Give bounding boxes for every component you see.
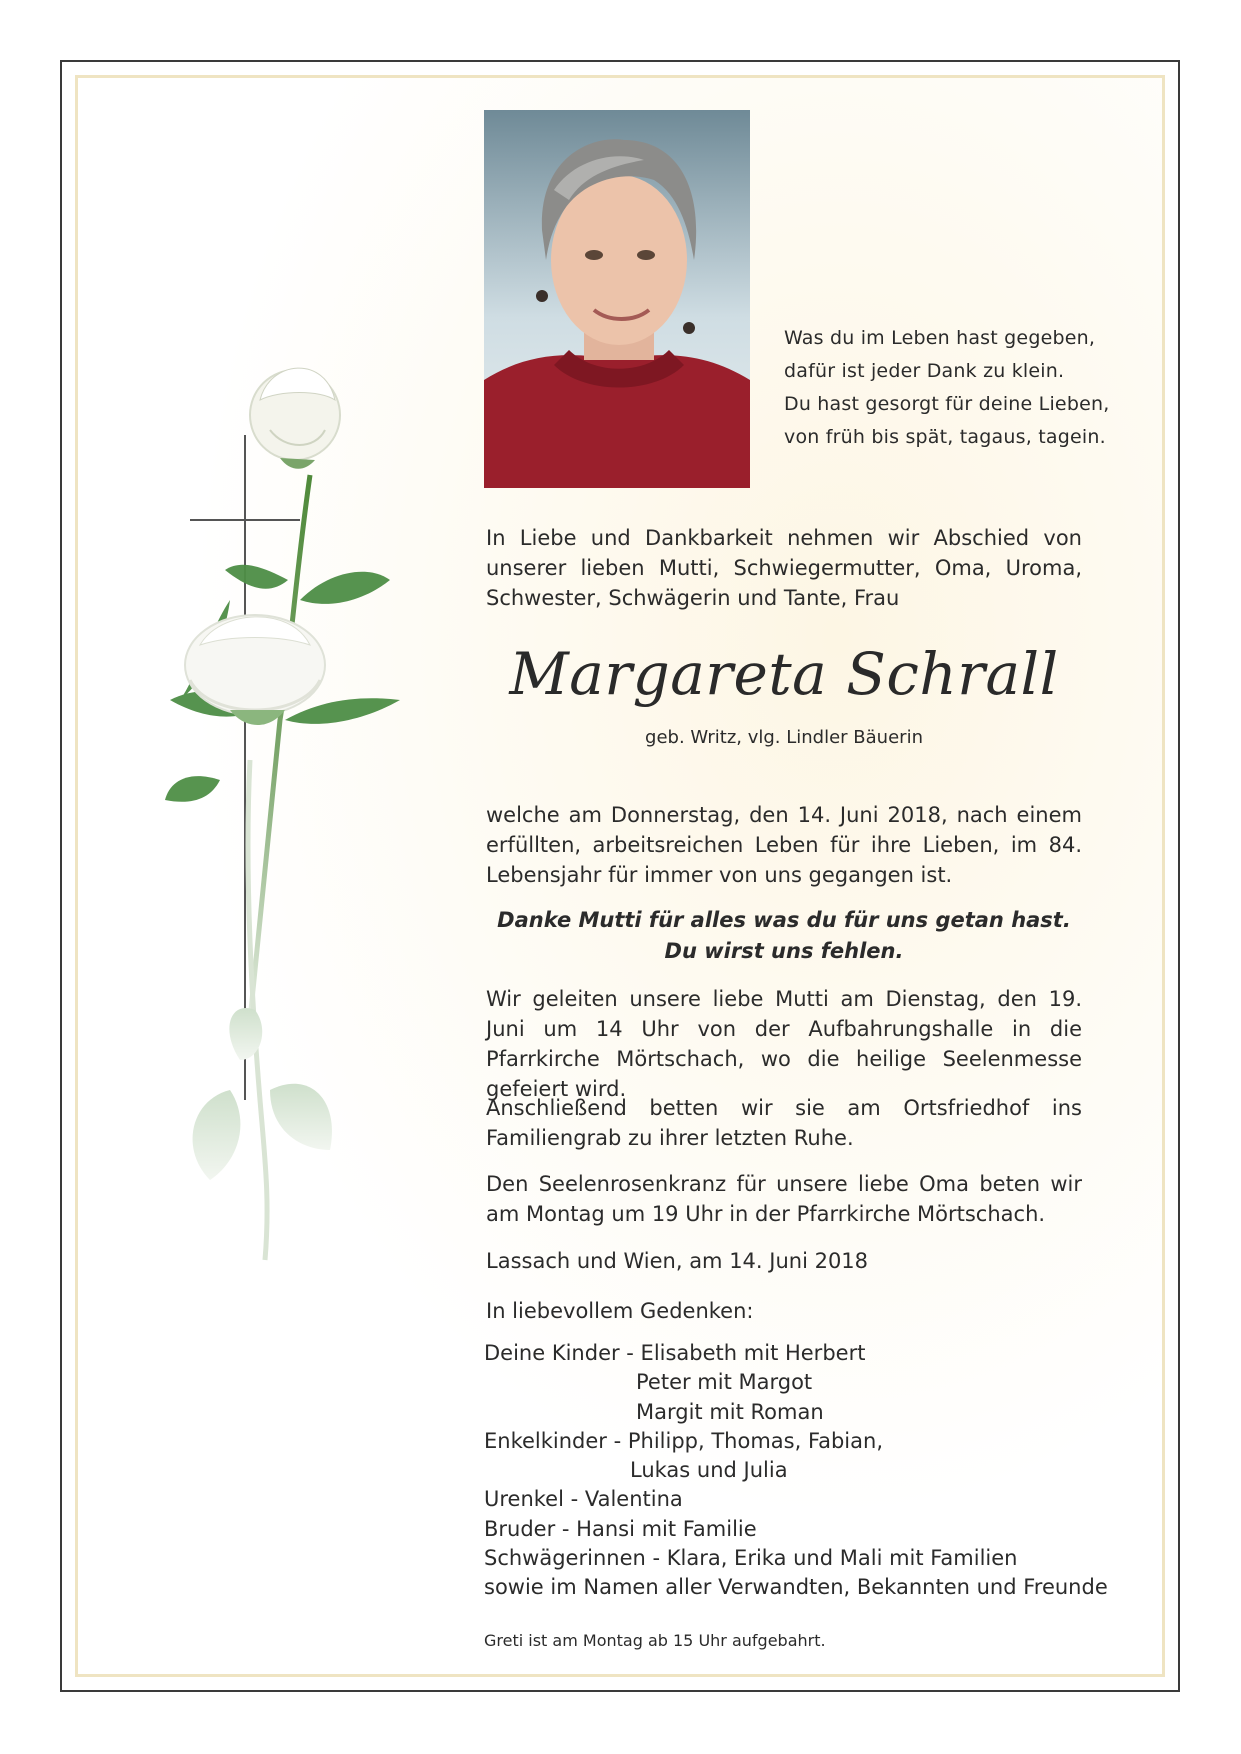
verse-line: von früh bis spät, tagaus, tagein. [784,426,1106,448]
motto-line: Du wirst uns fehlen. [664,939,904,963]
mourner-line: Urenkel - Valentina [484,1487,683,1512]
mourner-line: Deine Kinder - Elisabeth mit Herbert [484,1341,866,1365]
motto [486,905,1082,967]
funeral-text: Wir geleiten unsere liebe Mutti am Dienstag, den 19. Juni um 14 Uhr von der Aufbahrungshalle in die Pfarrkirche Mörtschach, wo die heilige Seelenmesse gefeiert wird. [486,987,1082,1101]
rosary-text: Den Seelenrosenkranz für unsere liebe Oma beten wir am Montag um 19 Uhr in der Pfarrkirche Mörtschach. [486,1172,1082,1226]
birth-name: geb. Writz, vlg. Lindler Bäuerin [645,727,923,748]
mourner-line: Margit mit Roman [636,1399,824,1424]
place-date: Lassach und Wien, am 14. Juni 2018 [486,1249,869,1273]
cross-icon [190,435,300,1100]
portrait-photo [484,110,750,488]
mourners-list [484,1339,1108,1603]
verse-line: dafür ist jeder Dank zu klein. [784,360,1065,382]
mourner-line: Schwägerinnen - Klara, Erika und Mali mit Familien [484,1546,1018,1571]
mourner-line: Enkelkinder - Philipp, Thomas, Fabian, [484,1428,883,1453]
mourner-line: Peter mit Margot [636,1370,813,1395]
deceased-name: Margareta Schrall [509,640,1059,708]
verse-line: Was du im Leben hast gegeben, [784,327,1096,349]
footer-note: Greti ist am Montag ab 15 Uhr aufgebahrt. [484,1631,826,1650]
rose-bud-icon [250,368,340,469]
intro-text: In Liebe und Dankbarkeit nehmen wir Abschied von unserer lieben Mutti, Schwiegermutter, Oma, Uroma, Schwester, Schwägerin und Tante, Frau [486,526,1082,610]
death-notice: welche am Donnerstag, den 14. Juni 2018, nach einem erfüllten, arbeitsreichen Leben für ihre Lieben, im 84. Lebensjahr für immer von uns gegangen ist. [486,803,1082,887]
remembrance-heading: In liebevollem Gedenken: [486,1299,754,1323]
motto-line: Danke Mutti für alles was du für uns getan hast. [497,908,1071,932]
mourner-line: sowie im Namen aller Verwandten, Bekannten und Freunde [484,1575,1108,1600]
rose-illustration [110,300,440,1310]
memorial-verse [784,322,1114,454]
mourner-line: Lukas und Julia [630,1458,788,1483]
verse-line: Du hast gesorgt für deine Lieben, [784,393,1110,415]
burial-text: Anschließend betten wir sie am Ortsfriedhof ins Familiengrab zu ihrer letzten Ruhe. [486,1096,1082,1150]
mourner-line: Bruder - Hansi mit Familie [484,1516,757,1541]
